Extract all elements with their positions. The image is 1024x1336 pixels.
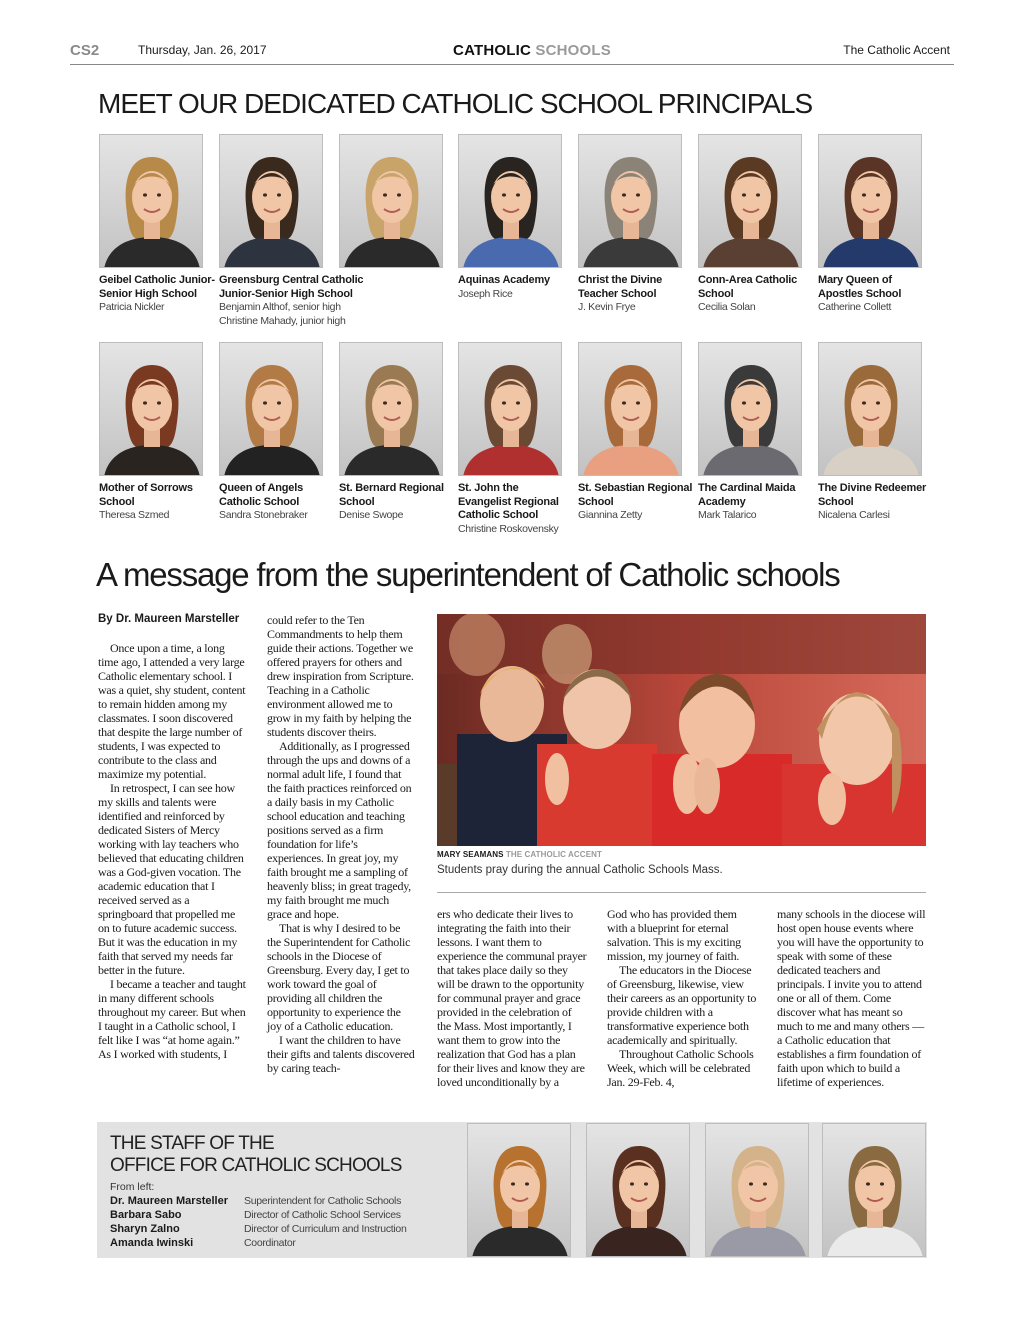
principal-photo	[339, 342, 443, 476]
staff-list	[110, 1194, 407, 1250]
principal-name: J. Kevin Frye	[578, 301, 636, 313]
principal-caption	[339, 482, 455, 523]
school-name: St. Bernard Regional School	[339, 482, 444, 508]
staff-role: Director of Catholic School Services	[244, 1209, 401, 1221]
principal-name: Cecilia Solan	[698, 301, 756, 313]
school-name: Mother of Sorrows School	[99, 482, 193, 508]
staff-heading	[110, 1133, 402, 1177]
principal-photo	[458, 134, 562, 268]
paragraph: could refer to the Ten Commandments to help them guide their actions. Together we offered prayers for others and drew inspiration from Scripture. Teaching in a Catholic environment allowed me to grow in my faith by helping the students discover theirs.	[267, 613, 414, 739]
photographer-name: MARY SEAMANS	[437, 850, 504, 859]
principal-caption	[698, 482, 814, 523]
school-name: St. John the Evangelist Regional Catholic School	[458, 482, 559, 521]
staff-member	[110, 1236, 407, 1250]
principal-name: Sandra Stonebraker	[219, 509, 308, 521]
principal-photo	[578, 134, 682, 268]
staff-role: Superintendent for Catholic Schools	[244, 1195, 402, 1207]
students-praying-photo	[437, 614, 926, 846]
section-title-part-1: CATHOLIC	[453, 42, 532, 59]
section-title-part-2: SCHOOLS	[535, 42, 611, 59]
paragraph: Additionally, as I progressed through the ups and downs of a normal adult life, I found that the faith practices reinforced on a daily basis in my Catholic school education and teaching positions served as a firm foundation for life’s experiences. In great joy, my faith brought me a sampling of heavenly bliss; in great tragedy, my faith brought me much grace and hope.	[267, 739, 412, 921]
school-name: Geibel Catholic Junior-Senior High School	[99, 274, 215, 300]
principal-caption	[219, 274, 369, 328]
principal-photo	[698, 342, 802, 476]
paragraph: ers who dedicate their lives to integrating the faith into their lessons. I want them to experience the communal prayer that takes place daily so they will be drawn to the opportunity for communal prayer and grace provided in the celebration of the Mass. Most importantly, I want them to grow into the realization that God has a plan for their lives and know they are loved unconditionally by a	[437, 907, 587, 1089]
issue-date: Thursday, Jan. 26, 2017	[138, 43, 267, 57]
principal-caption	[578, 482, 694, 523]
principal-name: Catherine Collett	[818, 301, 892, 313]
principal-caption	[458, 482, 574, 536]
staff-photo	[467, 1123, 571, 1257]
article-byline: By Dr. Maureen Marsteller	[98, 613, 240, 625]
principal-name: Christine Roskovensky	[458, 522, 559, 535]
principal-caption	[818, 482, 934, 523]
principal-photo	[339, 134, 443, 268]
principal-name: Joseph Rice	[458, 287, 513, 300]
school-name: Queen of Angels Catholic School	[219, 482, 303, 508]
principal-caption	[99, 274, 215, 315]
school-name: The Divine Redeemer School	[818, 482, 927, 508]
principal-caption	[698, 274, 814, 315]
photo-source: THE CATHOLIC ACCENT	[505, 850, 602, 859]
principal-caption	[458, 274, 574, 301]
paragraph: God who has provided them with a blueprint for eternal salvation. This is my exciting mission, my journey of faith.	[607, 907, 741, 963]
staff-photo	[586, 1123, 690, 1257]
staff-heading-line-1: THE STAFF OF THE	[110, 1133, 274, 1154]
principal-photo	[458, 342, 562, 476]
principal-photo	[219, 342, 323, 476]
photo-credit	[437, 850, 602, 859]
article-column-2	[267, 613, 415, 1075]
principal-photo	[818, 342, 922, 476]
staff-member	[110, 1208, 407, 1222]
principal-name: Nicalena Carlesi	[818, 509, 890, 521]
principals-heading: MEET OUR DEDICATED CATHOLIC SCHOOL PRINCIPALS	[98, 88, 813, 119]
school-name: Conn-Area Catholic School	[698, 274, 798, 300]
photo-caption: Students pray during the annual Catholic Schools Mass.	[437, 864, 723, 876]
caption-rule	[437, 892, 926, 893]
paragraph: I became a teacher and taught in many different schools throughout my career. But when I taught in a Catholic school, I felt like I was “at home again.” As I worked with students, I	[98, 977, 246, 1061]
principal-photo	[99, 134, 203, 268]
paragraph: In retrospect, I can see how my skills and talents were identified and reinforced by dedicated Sisters of Mercy working with lay teachers who believed that educating children was a God-given vocation. The academic education that I received served as a springboard that propelled me on to future academic success. But it was the education in my faith that served my needs far better in the future.	[98, 781, 244, 977]
paragraph: The educators in the Diocese of Greensburg, likewise, view their careers as an opportunity to provide children with a transformative experience both academically and spiritually.	[607, 963, 757, 1047]
principal-caption	[99, 482, 215, 523]
principal-name: Mark Talarico	[698, 509, 757, 521]
article-column-3	[437, 907, 587, 1089]
school-name: The Cardinal Maida Academy	[698, 482, 796, 508]
staff-photo	[705, 1123, 809, 1257]
principal-name: Benjamin Althof, senior high	[219, 301, 341, 313]
principal-name: Christine Mahady, junior high	[219, 314, 346, 327]
article-headline: A message from the superintendent of Catholic schools	[96, 556, 840, 593]
paragraph: I want the children to have their gifts and talents discovered by caring teach-	[267, 1033, 415, 1075]
principal-photo	[818, 134, 922, 268]
principal-photo	[99, 342, 203, 476]
staff-role: Coordinator	[244, 1237, 296, 1249]
article-column-1	[98, 641, 246, 1061]
school-name: Mary Queen of Apostles School	[818, 274, 902, 300]
page-folio: CS2	[70, 42, 100, 59]
staff-member	[110, 1222, 407, 1236]
school-name: Christ the Divine Teacher School	[578, 274, 663, 300]
staff-heading-line-2: OFFICE FOR CATHOLIC SCHOOLS	[110, 1155, 402, 1176]
header-rule	[70, 64, 954, 65]
paragraph: Throughout Catholic Schools Week, which will be celebrated Jan. 29-Feb. 4,	[607, 1047, 754, 1089]
paragraph: Once upon a time, a long time ago, I attended a very large Catholic elementary school. I was a quiet, shy student, content to remain hidden among my classmates. I soon discovered that despite the large number of students, I was expected to contribute to the class and maximize my potential.	[98, 641, 246, 781]
paragraph: many schools in the diocese will host open house events where you will have the opportunity to speak with some of these dedicated teachers and principals. I invite you to attend one or all of them. Come discover what has meant so much to me and many others — a Catholic education that establishes a firm foundation of faith upon which to build a lifetime of experiences.	[777, 907, 926, 1089]
article-column-5	[777, 907, 927, 1089]
staff-photo	[822, 1123, 926, 1257]
paragraph: That is why I desired to be the Superintendent for Catholic schools in the Diocese of Greensburg. Every day, I get to work toward the goal of providing all children the opportunity to experience the joy of a Catholic education.	[267, 921, 411, 1033]
principal-photo	[219, 134, 323, 268]
staff-member	[110, 1194, 407, 1208]
school-name: St. Sebastian Regional School	[578, 482, 693, 508]
staff-name: Sharyn Zalno	[110, 1223, 180, 1235]
school-name: Aquinas Academy	[458, 274, 550, 286]
principal-caption	[818, 274, 934, 315]
staff-role: Director of Curriculum and Instruction	[244, 1223, 407, 1235]
principal-name: Patricia Nickler	[99, 301, 165, 313]
staff-name: Barbara Sabo	[110, 1209, 182, 1221]
article-column-4	[607, 907, 757, 1089]
principal-name: Theresa Szmed	[99, 509, 170, 521]
principal-name: Giannina Zetty	[578, 509, 643, 521]
principal-caption	[578, 274, 694, 315]
school-name: Greensburg Central Catholic Junior-Senior High School	[219, 274, 364, 300]
staff-name: Dr. Maureen Marsteller	[110, 1195, 228, 1207]
staff-name: Amanda Iwinski	[110, 1237, 194, 1249]
principal-photo	[578, 342, 682, 476]
principal-caption	[219, 482, 335, 523]
staff-from-left: From left:	[110, 1181, 155, 1193]
principal-name: Denise Swope	[339, 509, 404, 521]
newspaper-name: The Catholic Accent	[843, 43, 950, 57]
principal-photo	[698, 134, 802, 268]
